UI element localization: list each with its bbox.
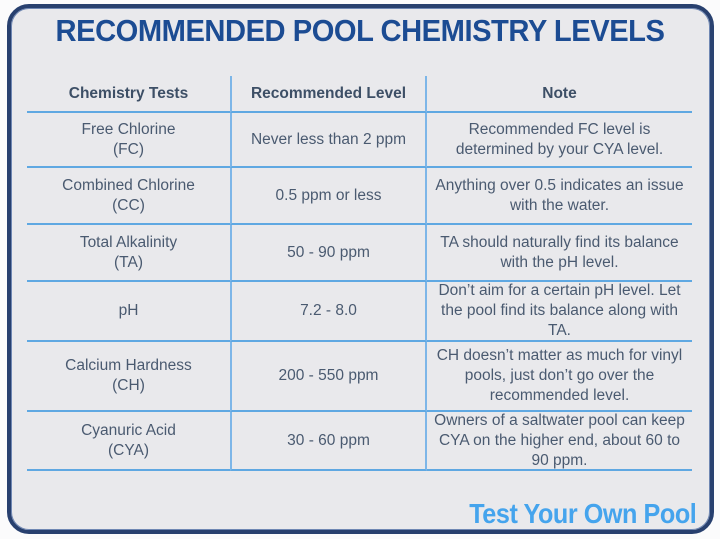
- table-row-cell-level: 200 - 550 ppm: [230, 342, 427, 412]
- test-abbreviation: (CH): [112, 377, 145, 394]
- table-row-cell-test: [27, 412, 230, 471]
- table-row-cell-note: TA should naturally find its balance with the pH level.: [427, 225, 692, 282]
- table-row-cell-level: 50 - 90 ppm: [230, 225, 427, 282]
- column-header-recommended-level: Recommended Level: [230, 76, 427, 113]
- test-name: Cyanuric Acid: [81, 421, 176, 439]
- test-name: Combined Chlorine: [62, 176, 195, 194]
- table-row-cell-test: [27, 168, 230, 225]
- table-row-cell-test: [27, 342, 230, 412]
- column-header-chemistry-tests: Chemistry Tests: [27, 76, 230, 113]
- test-abbreviation: (FC): [113, 140, 144, 158]
- table-row-cell-note: Anything over 0.5 indicates an issue with the water.: [427, 168, 692, 225]
- table-row-cell-note: CH doesn’t matter as much for vinyl pools, just don’t go over the recommended level.: [427, 342, 692, 412]
- test-abbreviation: (CYA): [107, 441, 150, 459]
- test-abbreviation: (CC): [112, 196, 145, 214]
- test-name: Calcium Hardness: [65, 357, 192, 374]
- test-name: pH: [118, 302, 139, 319]
- page-title: RECOMMENDED POOL CHEMISTRY LEVELS: [55, 13, 665, 48]
- table-row-cell-level: Never less than 2 ppm: [230, 113, 427, 168]
- chemistry-levels-table: [27, 76, 692, 471]
- table-row-cell-note: Don’t aim for a certain pH level. Let the pool find its balance along with TA.: [427, 282, 692, 342]
- table-row-cell-note: Owners of a saltwater pool can keep CYA on the higher end, about 60 to 90 ppm.: [427, 412, 692, 471]
- test-name: Total Alkalinity: [79, 233, 178, 251]
- table-row-cell-level: 0.5 ppm or less: [230, 168, 427, 225]
- table-row-cell-test: [27, 225, 230, 282]
- table-row-cell-level: 30 - 60 ppm: [230, 412, 427, 471]
- table-row-cell-test: [27, 282, 230, 342]
- test-abbreviation: (TA): [114, 253, 143, 271]
- footer-tagline: Test Your Own Pool: [468, 498, 696, 529]
- table-row-cell-level: 7.2 - 8.0: [230, 282, 427, 342]
- table-row-cell-test: [27, 113, 230, 168]
- table-row-cell-note: Recommended FC level is determined by your CYA level.: [427, 113, 692, 168]
- test-name: Free Chlorine: [81, 120, 176, 138]
- column-header-note: Note: [427, 76, 692, 113]
